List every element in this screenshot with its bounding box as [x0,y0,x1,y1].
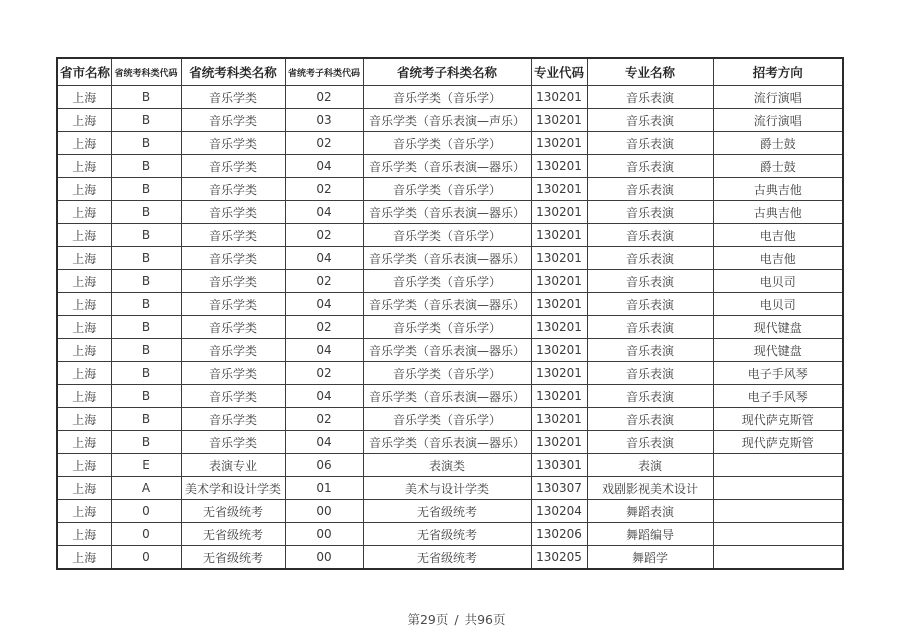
cell-province: 上海 [57,132,111,155]
cell-exam-category-code: B [111,201,181,224]
cell-exam-category-name: 音乐学类 [181,109,285,132]
cell-subcategory-name: 无省级统考 [363,523,531,546]
cell-province: 上海 [57,408,111,431]
cell-subcategory-name: 音乐学类（音乐学） [363,270,531,293]
cell-exam-category-code: B [111,132,181,155]
cell-province: 上海 [57,523,111,546]
cell-major-name: 音乐表演 [587,293,713,316]
cell-major-code: 130201 [531,270,587,293]
cell-subcategory-code: 00 [285,500,363,523]
header-major-code: 专业代码 [531,58,587,86]
cell-major-name: 音乐表演 [587,201,713,224]
cell-exam-category-code: B [111,178,181,201]
cell-exam-category-name: 无省级统考 [181,546,285,570]
cell-province: 上海 [57,546,111,570]
cell-exam-category-name: 音乐学类 [181,155,285,178]
cell-subcategory-name: 音乐学类（音乐表演—器乐） [363,201,531,224]
cell-major-code: 130201 [531,316,587,339]
table-row [57,431,843,454]
cell-major-code: 130201 [531,362,587,385]
cell-recruit-direction [713,500,843,523]
cell-recruit-direction: 现代键盘 [713,339,843,362]
cell-exam-category-code: B [111,293,181,316]
cell-major-code: 130201 [531,385,587,408]
cell-recruit-direction [713,546,843,570]
cell-subcategory-code: 02 [285,408,363,431]
table-row [57,523,843,546]
cell-major-code: 130206 [531,523,587,546]
cell-province: 上海 [57,247,111,270]
table-row [57,132,843,155]
cell-exam-category-code: 0 [111,523,181,546]
page-separator: / [454,612,459,627]
cell-subcategory-code: 03 [285,109,363,132]
enrollment-table [56,57,844,570]
cell-province: 上海 [57,454,111,477]
cell-province: 上海 [57,500,111,523]
cell-recruit-direction: 电吉他 [713,247,843,270]
cell-subcategory-name: 音乐学类（音乐表演—器乐） [363,385,531,408]
cell-recruit-direction: 电子手风琴 [713,362,843,385]
page-footer [0,610,913,628]
cell-major-name: 音乐表演 [587,224,713,247]
cell-province: 上海 [57,270,111,293]
table-row [57,293,843,316]
cell-recruit-direction: 电吉他 [713,224,843,247]
cell-major-name: 音乐表演 [587,86,713,109]
cell-subcategory-code: 02 [285,316,363,339]
cell-exam-category-code: 0 [111,546,181,570]
cell-exam-category-name: 表演专业 [181,454,285,477]
cell-recruit-direction: 爵士鼓 [713,132,843,155]
cell-major-name: 表演 [587,454,713,477]
cell-major-code: 130301 [531,454,587,477]
cell-exam-category-code: B [111,270,181,293]
cell-province: 上海 [57,385,111,408]
table-row [57,477,843,500]
cell-province: 上海 [57,178,111,201]
header-exam-category-code: 省统考科类代码 [111,58,181,86]
cell-subcategory-name: 音乐学类（音乐表演—器乐） [363,155,531,178]
table-row [57,270,843,293]
cell-exam-category-name: 美术学和设计学类 [181,477,285,500]
cell-subcategory-name: 音乐学类（音乐学） [363,408,531,431]
table-row [57,454,843,477]
cell-major-code: 130201 [531,224,587,247]
table-row [57,385,843,408]
cell-major-name: 音乐表演 [587,339,713,362]
cell-major-name: 音乐表演 [587,385,713,408]
cell-subcategory-name: 音乐学类（音乐学） [363,316,531,339]
cell-recruit-direction: 流行演唱 [713,86,843,109]
cell-subcategory-name: 音乐学类（音乐表演—器乐） [363,247,531,270]
cell-recruit-direction: 电贝司 [713,293,843,316]
cell-province: 上海 [57,86,111,109]
cell-exam-category-name: 音乐学类 [181,316,285,339]
cell-major-code: 130201 [531,178,587,201]
cell-subcategory-code: 04 [285,339,363,362]
cell-exam-category-code: B [111,362,181,385]
cell-major-code: 130307 [531,477,587,500]
cell-subcategory-name: 无省级统考 [363,546,531,570]
cell-exam-category-name: 音乐学类 [181,247,285,270]
cell-recruit-direction: 现代萨克斯管 [713,408,843,431]
table-row [57,178,843,201]
cell-recruit-direction: 电贝司 [713,270,843,293]
cell-subcategory-name: 音乐学类（音乐表演—声乐） [363,109,531,132]
cell-exam-category-code: B [111,385,181,408]
table-row [57,201,843,224]
cell-subcategory-code: 04 [285,247,363,270]
cell-recruit-direction [713,477,843,500]
cell-exam-category-name: 音乐学类 [181,224,285,247]
cell-subcategory-code: 00 [285,523,363,546]
cell-subcategory-name: 无省级统考 [363,500,531,523]
cell-recruit-direction [713,523,843,546]
cell-exam-category-name: 音乐学类 [181,201,285,224]
cell-exam-category-name: 无省级统考 [181,523,285,546]
table-row [57,362,843,385]
cell-major-name: 音乐表演 [587,155,713,178]
cell-subcategory-code: 02 [285,224,363,247]
cell-exam-category-code: B [111,86,181,109]
cell-major-name: 音乐表演 [587,270,713,293]
cell-exam-category-code: A [111,477,181,500]
cell-subcategory-code: 02 [285,270,363,293]
table-row [57,86,843,109]
cell-province: 上海 [57,201,111,224]
cell-major-name: 舞蹈学 [587,546,713,570]
cell-exam-category-code: B [111,224,181,247]
cell-major-name: 音乐表演 [587,109,713,132]
cell-province: 上海 [57,339,111,362]
cell-major-code: 130201 [531,293,587,316]
cell-exam-category-code: B [111,247,181,270]
table-body [57,86,843,570]
cell-subcategory-code: 04 [285,293,363,316]
cell-recruit-direction [713,454,843,477]
cell-recruit-direction: 现代萨克斯管 [713,431,843,454]
cell-subcategory-code: 04 [285,155,363,178]
cell-exam-category-name: 音乐学类 [181,431,285,454]
cell-major-name: 舞蹈表演 [587,500,713,523]
cell-subcategory-code: 02 [285,362,363,385]
cell-province: 上海 [57,477,111,500]
cell-province: 上海 [57,362,111,385]
cell-subcategory-name: 美术与设计学类 [363,477,531,500]
cell-recruit-direction: 电子手风琴 [713,385,843,408]
table-row [57,408,843,431]
cell-subcategory-name: 音乐学类（音乐学） [363,132,531,155]
cell-major-name: 音乐表演 [587,247,713,270]
cell-major-name: 音乐表演 [587,316,713,339]
cell-subcategory-name: 音乐学类（音乐学） [363,86,531,109]
cell-subcategory-code: 02 [285,178,363,201]
cell-major-code: 130201 [531,247,587,270]
cell-major-name: 音乐表演 [587,408,713,431]
cell-subcategory-name: 音乐学类（音乐学） [363,178,531,201]
header-subcategory-code: 省统考子科类代码 [285,58,363,86]
cell-recruit-direction: 现代键盘 [713,316,843,339]
header-major-name: 专业名称 [587,58,713,86]
cell-recruit-direction: 古典吉他 [713,178,843,201]
cell-recruit-direction: 爵士鼓 [713,155,843,178]
cell-exam-category-code: 0 [111,500,181,523]
cell-subcategory-name: 音乐学类（音乐学） [363,224,531,247]
table-row [57,109,843,132]
table-row [57,339,843,362]
cell-recruit-direction: 古典吉他 [713,201,843,224]
cell-exam-category-code: B [111,408,181,431]
cell-province: 上海 [57,431,111,454]
table-row [57,155,843,178]
cell-exam-category-name: 音乐学类 [181,132,285,155]
cell-subcategory-name: 音乐学类（音乐表演—器乐） [363,293,531,316]
cell-province: 上海 [57,155,111,178]
cell-exam-category-name: 音乐学类 [181,178,285,201]
header-province: 省市名称 [57,58,111,86]
cell-recruit-direction: 流行演唱 [713,109,843,132]
cell-major-name: 音乐表演 [587,178,713,201]
cell-subcategory-code: 00 [285,546,363,570]
table-header-row [57,58,843,86]
cell-exam-category-code: B [111,431,181,454]
cell-subcategory-code: 04 [285,431,363,454]
total-pages-label: 共96页 [464,612,506,627]
cell-major-code: 130201 [531,201,587,224]
cell-subcategory-code: 04 [285,201,363,224]
cell-subcategory-code: 04 [285,385,363,408]
cell-exam-category-name: 音乐学类 [181,408,285,431]
cell-major-code: 130201 [531,155,587,178]
table-row [57,224,843,247]
cell-subcategory-name: 音乐学类（音乐表演—器乐） [363,431,531,454]
cell-exam-category-code: E [111,454,181,477]
cell-subcategory-name: 音乐学类（音乐学） [363,362,531,385]
cell-exam-category-name: 音乐学类 [181,362,285,385]
cell-exam-category-name: 音乐学类 [181,293,285,316]
cell-major-code: 130201 [531,431,587,454]
cell-exam-category-code: B [111,109,181,132]
table-row [57,247,843,270]
header-exam-category-name: 省统考科类名称 [181,58,285,86]
cell-major-code: 130201 [531,86,587,109]
cell-subcategory-code: 06 [285,454,363,477]
cell-province: 上海 [57,224,111,247]
cell-exam-category-name: 无省级统考 [181,500,285,523]
cell-exam-category-name: 音乐学类 [181,339,285,362]
cell-subcategory-name: 表演类 [363,454,531,477]
cell-exam-category-name: 音乐学类 [181,270,285,293]
cell-major-code: 130201 [531,339,587,362]
table-row [57,316,843,339]
cell-exam-category-code: B [111,155,181,178]
cell-exam-category-name: 音乐学类 [181,385,285,408]
cell-subcategory-code: 01 [285,477,363,500]
cell-major-code: 130201 [531,408,587,431]
cell-exam-category-name: 音乐学类 [181,86,285,109]
current-page-label: 第29页 [407,612,449,627]
cell-major-code: 130205 [531,546,587,570]
cell-major-code: 130201 [531,132,587,155]
cell-major-code: 130201 [531,109,587,132]
cell-major-name: 音乐表演 [587,362,713,385]
table-row [57,546,843,570]
cell-province: 上海 [57,316,111,339]
cell-subcategory-name: 音乐学类（音乐表演—器乐） [363,339,531,362]
header-subcategory-name: 省统考子科类名称 [363,58,531,86]
table-row [57,500,843,523]
cell-exam-category-code: B [111,339,181,362]
header-recruit-direction: 招考方向 [713,58,843,86]
cell-major-name: 舞蹈编导 [587,523,713,546]
cell-province: 上海 [57,109,111,132]
cell-major-name: 戏剧影视美术设计 [587,477,713,500]
cell-province: 上海 [57,293,111,316]
cell-major-name: 音乐表演 [587,431,713,454]
cell-subcategory-code: 02 [285,86,363,109]
cell-major-code: 130204 [531,500,587,523]
cell-subcategory-code: 02 [285,132,363,155]
cell-exam-category-code: B [111,316,181,339]
cell-major-name: 音乐表演 [587,132,713,155]
